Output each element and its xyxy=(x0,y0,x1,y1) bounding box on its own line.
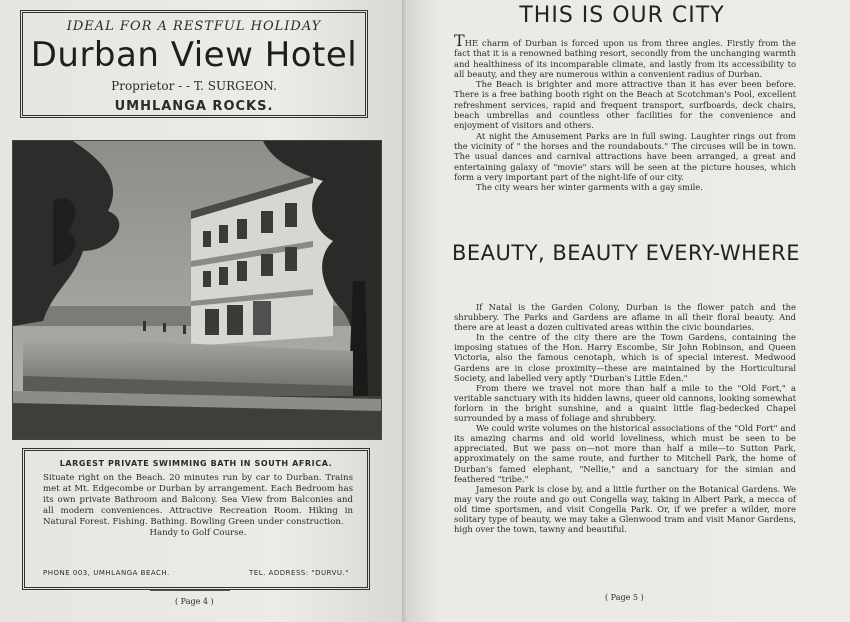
beauty-paragraph: Jameson Park is close by, and a little further on the Botanical Gardens. We may vary the route and go out Congella way, taking in Albert Park, a mecca of old time sportsmen, and visit Congella Park. Or, if we prefer a wilder, more solitary type of beauty, we may take a Glenwood tram and visit Manor Gardens, high over the town, tawny and beautiful. xyxy=(454,483,796,535)
hotel-name: Durban View Hotel xyxy=(30,35,358,75)
hotel-photo xyxy=(12,140,382,440)
left-page xyxy=(0,0,404,622)
info-golf: Handy to Golf Course. xyxy=(149,528,247,538)
info-body xyxy=(43,473,353,539)
drop-cap: T xyxy=(454,31,465,50)
ad-tagline: IDEAL FOR A RESTFUL HOLIDAY xyxy=(66,19,322,34)
page-number-left: ( Page 4 ) xyxy=(175,597,214,606)
telegraph-address: TEL. ADDRESS: "DURVU." xyxy=(249,569,349,577)
hotel-photo-illustration xyxy=(13,141,381,439)
hotel-phone: PHONE 003, UMHLANGA BEACH. xyxy=(43,569,170,577)
city-paragraph-text: HE charm of Durban is forced upon us from three angles. Firstly from the fact that it is a renowned bathing resort, secondly from the unchanging warmth and healthiness of its incomparable climate, and lastly from its accessibility to all beauty, and they are numerous within a convenient radius of Durban. xyxy=(454,38,796,79)
page-rule xyxy=(150,590,230,591)
info-description: Situate right on the Beach. 20 minutes run by car to Durban. Trains met at Mt. Edgecombe or Durban by arrangement. Each Bedroom has its own private Bathroom and Balcony. Sea View from Balconies and all modern conveniences. Attractive Recreation Room. Hiking in Natural Forest. Fishing. Bathing. Bowling Green under construction. xyxy=(43,473,353,527)
beauty-paragraph: We could write volumes on the historical associations of the "Old Fort" and its amazing charms and old world loveliness, which must be seen to be appreciated. But we pass on—not more than half a mile—to Sutton Park, approximately on the same route, and further to Mitchell Park, the home of Durban's famed elephant, "Nellie," and a sanctuary for the simian and feathered "tribe." xyxy=(454,423,796,484)
section-body-beauty xyxy=(454,302,796,534)
city-paragraph xyxy=(454,31,796,79)
info-heading: LARGEST PRIVATE SWIMMING BATH IN SOUTH AFRICA. xyxy=(59,459,333,468)
proprietor-line: Proprietor - - T. SURGEON. xyxy=(111,79,277,93)
section-title-city: THIS IS OUR CITY xyxy=(519,3,725,28)
section-body-city xyxy=(454,31,796,193)
hotel-info-box xyxy=(22,448,370,590)
page-number-right: ( Page 5 ) xyxy=(605,593,644,602)
hotel-advert-header xyxy=(20,10,368,118)
city-paragraph: The city wears her winter garments with a gay smile. xyxy=(476,182,703,193)
beauty-paragraph: In the centre of the city there are the Town Gardens, containing the imposing statues of the Hon. Harry Escombe, Sir John Robinson, and Queen Victoria, also the famous cenotaph, which is of special interest. Medwood Gardens are in close proximity—these are maintained by the Horticultural Society, and labelled very aptly "Durban's Little Eden." xyxy=(454,332,796,383)
hotel-location: UMHLANGA ROCKS. xyxy=(114,99,274,114)
beauty-paragraph: From there we travel not more than half a mile to the "Old Fort," a veritable sanctuary with its hidden lawns, queer old cannons, looking somewhat forlorn in the bright sunshine, and a quaint little flag-bedecked Chapel surrounded by a mass of foliage and shrubbery. xyxy=(454,382,796,424)
city-paragraph: The Beach is brighter and more attractive than it has ever been before. There is a free bathing booth right on the Beach at Scotchman's Pool, excellent refreshment services, rapid and frequent transport, surfboards, deck chairs, beach umbrellas and countless other facilities for the convenience and enjoyment of visitors and others. xyxy=(454,79,796,131)
city-paragraph: At night the Amusement Parks are in full swing. Laughter rings out from the vicinity of " the horses and the roundabouts." The circuses will be in town. The usual dances and carnival attractions have been arranged, a great and entertaining galaxy of "movie" stars will be seen at the picture houses, which form a very important part of the night-life of our city. xyxy=(454,130,796,182)
beauty-paragraph: If Natal is the Garden Colony, Durban is the flower patch and the shrubbery. The Parks and Gardens are aflame in all their floral beauty. And there are at least a dozen cultivated areas within the civic boundaries. xyxy=(454,302,796,333)
section-title-beauty: BEAUTY, BEAUTY EVERY-WHERE xyxy=(451,241,801,265)
